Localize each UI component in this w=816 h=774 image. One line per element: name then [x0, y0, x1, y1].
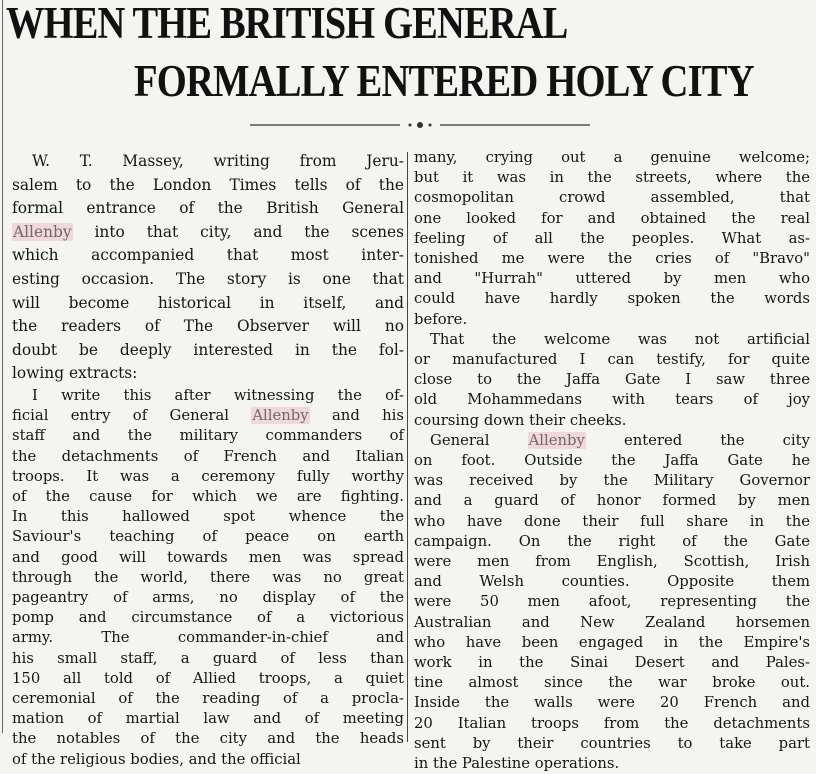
text-line: 20 Italian troops from the detachments — [414, 714, 810, 732]
headline-line-2: FORMALLY ENTERED HOLY CITY — [134, 55, 754, 106]
left-border-rule — [2, 0, 3, 733]
text-line: I write this after witnessing the of- — [32, 386, 404, 404]
text-line: who have been engaged in the Empire's — [414, 633, 810, 651]
highlighted-name: Allenby — [252, 407, 309, 425]
column-divider — [407, 152, 408, 742]
text-line: pomp and circumstance of a victorious — [12, 609, 404, 627]
text-line: Australian and New Zealand horsemen — [414, 613, 810, 631]
text-line: were 50 men afoot, representing the — [414, 593, 810, 611]
text-line: of the religious bodies, and the official — [12, 750, 301, 768]
text-line: close to the Jaffa Gate I saw three — [414, 371, 810, 389]
text-line: 150 all told of Allied troops, a quiet — [12, 669, 404, 687]
headline-line-1: WHEN THE BRITISH GENERAL — [6, 0, 568, 48]
text-line: pageantry of arms, no display of the — [12, 588, 404, 606]
text-line: and "Hurrah" uttered by men who — [414, 270, 810, 288]
text-line: were men from English, Scottish, Irish — [414, 553, 810, 571]
text-line: of the cause for which we are fighting. — [12, 487, 404, 505]
text-line: esting occasion. The story is one that — [12, 269, 404, 288]
text-line: which accompanied that most inter- — [12, 246, 404, 265]
text-line: the notables of the city and the heads — [12, 730, 404, 748]
text-line: In this hallowed spot whence the — [12, 508, 404, 526]
text-line: doubt be deeply interested in the fol- — [12, 340, 404, 359]
left-paragraph-2 — [12, 386, 404, 770]
text-line: and good will towards men was spread — [12, 548, 404, 566]
highlighted-name: Allenby — [528, 431, 585, 449]
text-line: will become historical in itself, and — [12, 293, 404, 312]
text-line: staff and the military commanders of — [12, 427, 404, 445]
text-line: sent by their countries to take part — [414, 734, 810, 752]
text-line: formal entrance of the British General — [12, 199, 404, 218]
text-line: Saviour's teaching of peace on earth — [12, 528, 404, 546]
article-column-left — [12, 150, 404, 770]
text-line: tine almost since the war broke out. — [414, 674, 810, 692]
text-line: before. — [414, 310, 468, 328]
text-line: but it was in the streets, where the — [414, 169, 810, 187]
text-line: Allenby into that city, and the scenes — [13, 222, 404, 241]
text-line: tonished me were the cries of "Bravo" — [414, 250, 810, 268]
text-line: ficial entry of General Allenby and his — [12, 407, 404, 425]
text-line: ceremonial of the reading of a procla- — [12, 689, 404, 707]
right-paragraph-3 — [414, 431, 810, 774]
text-line: feeling of all the peoples. What as- — [414, 229, 810, 247]
article-column-right — [414, 148, 810, 774]
text-line: That the welcome was not artificial — [430, 330, 810, 348]
text-line: the detachments of French and Italian — [12, 447, 404, 465]
text-line: troops. It was a ceremony fully worthy — [12, 467, 404, 485]
text-line: campaign. On the right of the Gate — [414, 532, 810, 550]
text-line: his small staff, a guard of less than — [12, 649, 404, 667]
text-line: through the world, there was no great — [12, 568, 404, 586]
text-line: and Welsh counties. Opposite them — [414, 573, 810, 591]
right-paragraph-1 — [414, 148, 810, 330]
text-line: the readers of The Observer will no — [12, 317, 404, 336]
text-line: who have done their full share in the — [414, 512, 810, 530]
text-line: General Allenby entered the city — [430, 431, 810, 449]
text-line: on foot. Outside the Jaffa Gate he — [414, 452, 810, 470]
text-line: could have hardly spoken the words — [414, 290, 810, 308]
text-line: mation of martial law and of meeting — [12, 710, 404, 728]
text-line: was received by the Military Governor — [414, 472, 810, 490]
text-line: old Mohammedans with tears of joy — [414, 391, 810, 409]
text-line: lowing extracts: — [12, 364, 138, 383]
text-line: coursing down their cheeks. — [414, 411, 627, 429]
text-line: many, crying out a genuine welcome; — [414, 149, 810, 166]
text-line: W. T. Massey, writing from Jeru- — [32, 152, 404, 170]
text-line: one looked for and obtained the real — [414, 209, 810, 227]
text-line: Inside the walls were 20 French and — [414, 694, 810, 712]
text-line: and a guard of honor formed by men — [414, 492, 810, 510]
highlighted-name: Allenby — [13, 222, 72, 241]
headline-ornament-rule — [250, 118, 590, 132]
left-paragraph-1 — [12, 150, 404, 386]
text-line: salem to the London Times tells of the — [12, 175, 404, 194]
text-line: in the Palestine operations. — [414, 755, 620, 773]
text-line: work in the Sinai Desert and Pales- — [414, 654, 810, 672]
text-line: army. The commander-in-chief and — [12, 629, 404, 647]
text-line: cosmopolitan crowd assembled, that — [414, 189, 810, 207]
right-paragraph-2 — [414, 330, 810, 431]
text-line: or manufactured I can testify, for quite — [414, 351, 810, 369]
